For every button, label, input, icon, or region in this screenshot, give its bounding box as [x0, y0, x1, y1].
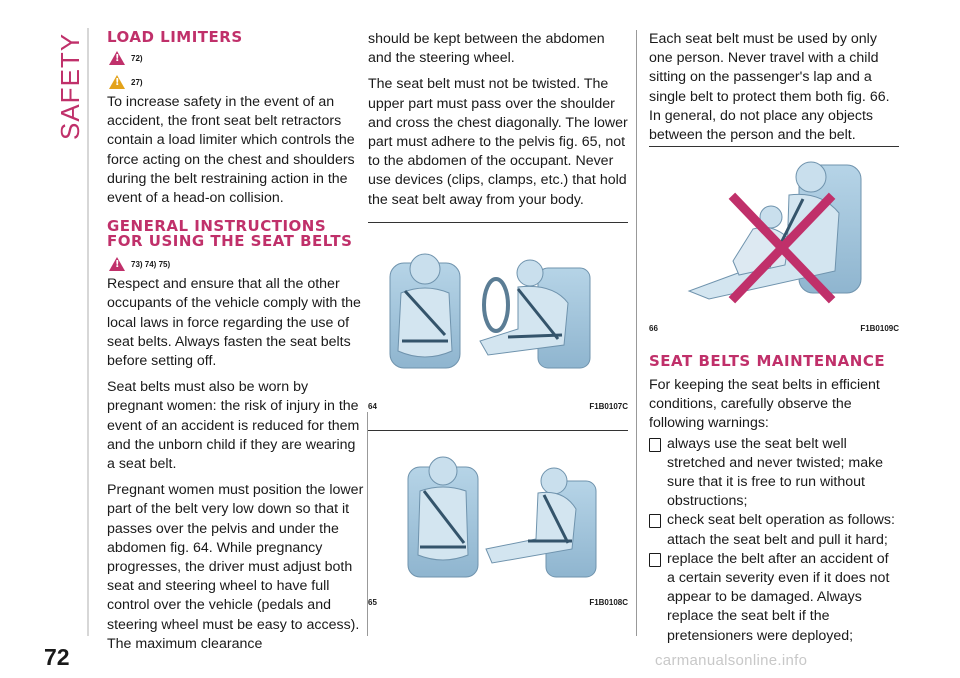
column-3-lower — [649, 354, 899, 646]
warning-ref-27[interactable]: ! 27) — [109, 71, 367, 93]
list-item: always use the seat belt well stretched and never twisted; make sure that it is free to run without obstructions; — [649, 435, 899, 512]
watermark: carmanualsonline.info — [655, 652, 808, 669]
section-label-text: SAFETY — [55, 32, 85, 140]
paragraph-not-twisted: The seat belt must not be twisted. The upper part must pass over the shoulder and cross the chest diagonally. The lower part must adhere to the pelvis fig. 65, not to the abdomen of the occupant. Never use devices (clips, clamps, etc.) that hold the seat belt away from your body. — [368, 76, 628, 208]
column-3 — [649, 30, 899, 152]
side-divider — [87, 28, 89, 636]
paragraph-pregnant-women: Seat belts must also be worn by pregnant women: the risk of injury in the event of an accident is reduced for them and the unborn child if they are wearing a seat belt. — [107, 379, 360, 473]
figure-64-code: F1B0107C — [589, 402, 628, 411]
column-divider-2 — [367, 412, 368, 636]
caution-triangle-icon — [109, 75, 125, 89]
figure-65-code: F1B0108C — [589, 598, 628, 607]
figure-66-illustration — [649, 147, 899, 317]
column-1 — [107, 30, 367, 661]
warning-triangle-icon — [109, 51, 125, 65]
warning-ref-72[interactable]: ! 72) — [109, 47, 367, 69]
figure-65-number: 65 — [368, 598, 377, 607]
heading-load-limiters: LOAD LIMITERS — [107, 28, 243, 46]
paragraph-one-person: Each seat belt must be used by only one person. Never travel with a child sitting on the passenger's lap and a single belt to protect them both fig. 66. In general, do not place any objects between the person and the belt. — [649, 31, 890, 144]
section-side-label — [55, 30, 85, 140]
heading-seat-belts-maintenance: SEAT BELTS MAINTENANCE — [649, 352, 886, 370]
list-item: replace the belt after an accident of a certain severity even if it does not appear to be damaged. Always replace the seat belt if the pretensioners were deployed; — [649, 550, 899, 646]
paragraph-load-limiters: To increase safety in the event of an accident, the front seat belt retractors contain a load limiter which controls the force acting on the chest and shoulders during the belt restraining action in the event of a head-on collision. — [107, 94, 355, 207]
figure-66-code: F1B0109C — [860, 324, 899, 333]
paragraph-maintenance-intro: For keeping the seat belts in efficient conditions, carefully observe the following warnings: — [649, 377, 880, 432]
paragraph-belt-position: Pregnant women must position the lower part of the belt very low down so that it passes over the pelvis and under the abdomen fig. 64. While pregnancy progresses, the driver must adjust both seat and steering wheel to have full control over the vehicle (pedals and steering wheel must be easy to access). The maximum clearance — [107, 482, 364, 652]
warning-triangle-icon — [109, 257, 125, 271]
paragraph-respect-laws: Respect and ensure that all the other occupants of the vehicle comply with the local laws in force regarding the use of seat belts. Always fasten the seat belts before setting off. — [107, 276, 361, 370]
checkbox-bullet-icon — [649, 553, 661, 567]
figure-64-number: 64 — [368, 402, 377, 411]
paragraph-clearance: should be kept between the abdomen and the steering wheel. — [368, 31, 605, 67]
figure-65 — [368, 430, 628, 609]
figure-66-number: 66 — [649, 324, 658, 333]
heading-general-instructions: GENERAL INSTRUCTIONS FOR USING THE SEAT BELTS — [107, 217, 353, 251]
checkbox-bullet-icon — [649, 438, 661, 452]
figure-65-illustration — [368, 431, 628, 591]
warning-ref-73-75[interactable]: ! 73) 74) 75) — [109, 253, 367, 275]
figure-66 — [649, 146, 899, 335]
list-item: check seat belt operation as follows: attach the seat belt and pull it hard; — [649, 511, 899, 549]
figure-64 — [368, 222, 628, 413]
figure-64-illustration — [368, 223, 628, 395]
column-divider-3 — [636, 30, 637, 636]
checkbox-bullet-icon — [649, 514, 661, 528]
column-2 — [368, 30, 628, 217]
page-number: 72 — [44, 644, 70, 670]
